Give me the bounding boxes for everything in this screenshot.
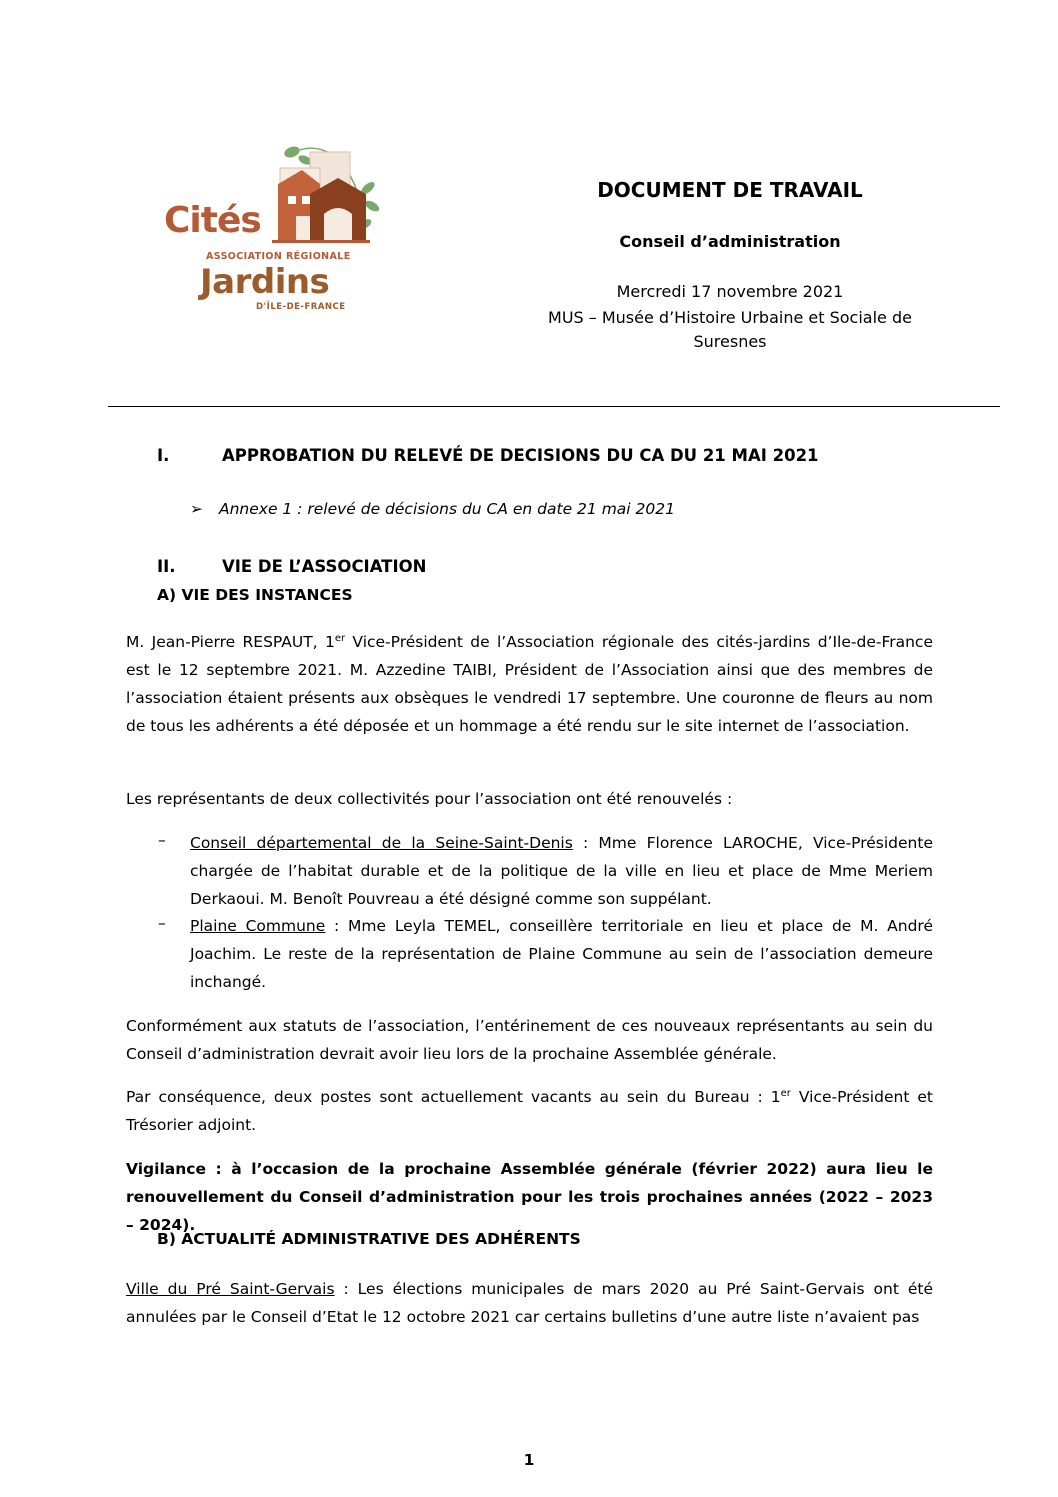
association-logo	[160, 140, 382, 326]
paragraph-postes-part1: Par conséquence, deux postes sont actuellement vacants au sein du Bureau : 1	[126, 1088, 781, 1106]
paragraph-pre-saint-gervais-heading: Ville du Pré Saint-Gervais	[126, 1280, 335, 1298]
logo-word-cites: Cités	[164, 200, 261, 241]
header-divider	[108, 406, 1000, 407]
paragraph-respaut-part2: Vice-Président de l’Association régionale des cités-jardins d’Ile-de-France est le 12 septembre 2021. M. Azzedine TAIBI, Président de l’Association ainsi que des membres de l’association étaient présents aux obsèques le vendredi 17 septembre. Une couronne de fleurs au nom de tous les adhérents a été déposée et un hommage a été rendu sur le site internet de l’association.	[126, 633, 933, 735]
arrow-bullet-icon: ➢	[190, 500, 203, 518]
paragraph-respaut	[126, 628, 933, 740]
section-1-title: APPROBATION DU RELEVÉ DE DECISIONS DU CA DU 21 MAI 2021	[222, 446, 819, 465]
dash-bullet: –	[158, 914, 166, 932]
section-2-number: II.	[157, 557, 176, 576]
document-title: DOCUMENT DE TRAVAIL	[597, 178, 863, 202]
annex-1-reference	[190, 500, 675, 518]
document-subtitle: Conseil d’administration	[619, 232, 841, 251]
superscript: er	[334, 632, 346, 644]
logo-region: D'ÎLE-DE-FRANCE	[256, 302, 346, 312]
paragraph-statuts: Conformément aux statuts de l’association, l’entérinement de ces nouveaux représentants au sein du Conseil d’administration devrait avoir lieu lors de la prochaine Assemblée générale.	[126, 1017, 933, 1063]
annex-1-text: Annexe 1 : relevé de décisions du CA en date 21 mai 2021	[219, 500, 675, 518]
subsection-a-title: A) VIE DES INSTANCES	[157, 586, 353, 604]
paragraph-vigilance: Vigilance : à l’occasion de la prochaine Assemblée générale (février 2022) aura lieu le renouvellement du Conseil d’administration pour les trois prochaines années (2022 – 2023 – 2024).	[126, 1160, 933, 1234]
paragraph-postes-vacants	[126, 1083, 933, 1139]
paragraph-pre-saint-gervais-text: : Les élections municipales de mars 2020 au Pré Saint-Gervais ont été annulées par le Conseil d’Etat le 12 octobre 2021 car certains bulletins d’une autre liste n’avaient pas	[126, 1280, 934, 1326]
paragraph-pre-saint-gervais	[126, 1275, 933, 1331]
bullet-2-text: : Mme Leyla TEMEL, conseillère territoriale en lieu et place de M. André Joachim. Le reste de la représentation de Plaine Commune au sein de l’association demeure inchangé.	[190, 917, 933, 991]
meeting-date: Mercredi 17 novembre 2021	[616, 282, 844, 301]
logo-tagline: ASSOCIATION RÉGIONALE	[206, 251, 351, 262]
paragraph-postes-part2: Vice-Président et Trésorier adjoint.	[126, 1088, 933, 1134]
page-number: 1	[523, 1451, 535, 1469]
meeting-place-line2: Suresnes	[693, 332, 767, 351]
bullet-1-heading: Conseil départemental de la Seine-Saint-Denis	[190, 834, 573, 852]
dash-bullet: –	[158, 831, 166, 849]
subsection-b-title: B) ACTUALITÉ ADMINISTRATIVE DES ADHÉRENTS	[157, 1230, 581, 1248]
section-2-title: VIE DE L’ASSOCIATION	[222, 557, 427, 576]
meeting-place-line1: MUS – Musée d’Histoire Urbaine et Sociale de	[548, 308, 912, 327]
bullet-plaine-commune	[190, 912, 933, 996]
bullet-1-text: : Mme Florence LAROCHE, Vice-Présidente chargée de l’habitat durable et de la politique de la ville en lieu et place de Mme Meriem Derkaoui. M. Benoît Pouvreau a été désigné comme son suppélant.	[190, 834, 933, 908]
paragraph-representants: Les représentants de deux collectivités pour l’association ont été renouvelés :	[126, 790, 733, 808]
meeting-place	[520, 306, 940, 354]
logo-word-jardins: Jardins	[200, 262, 330, 302]
bullet-seine-saint-denis	[190, 829, 933, 913]
superscript: er	[780, 1087, 791, 1099]
bullet-2-heading: Plaine Commune	[190, 917, 326, 935]
section-1-number: I.	[157, 446, 170, 465]
paragraph-respaut-part1: M. Jean-Pierre RESPAUT, 1	[126, 633, 335, 651]
